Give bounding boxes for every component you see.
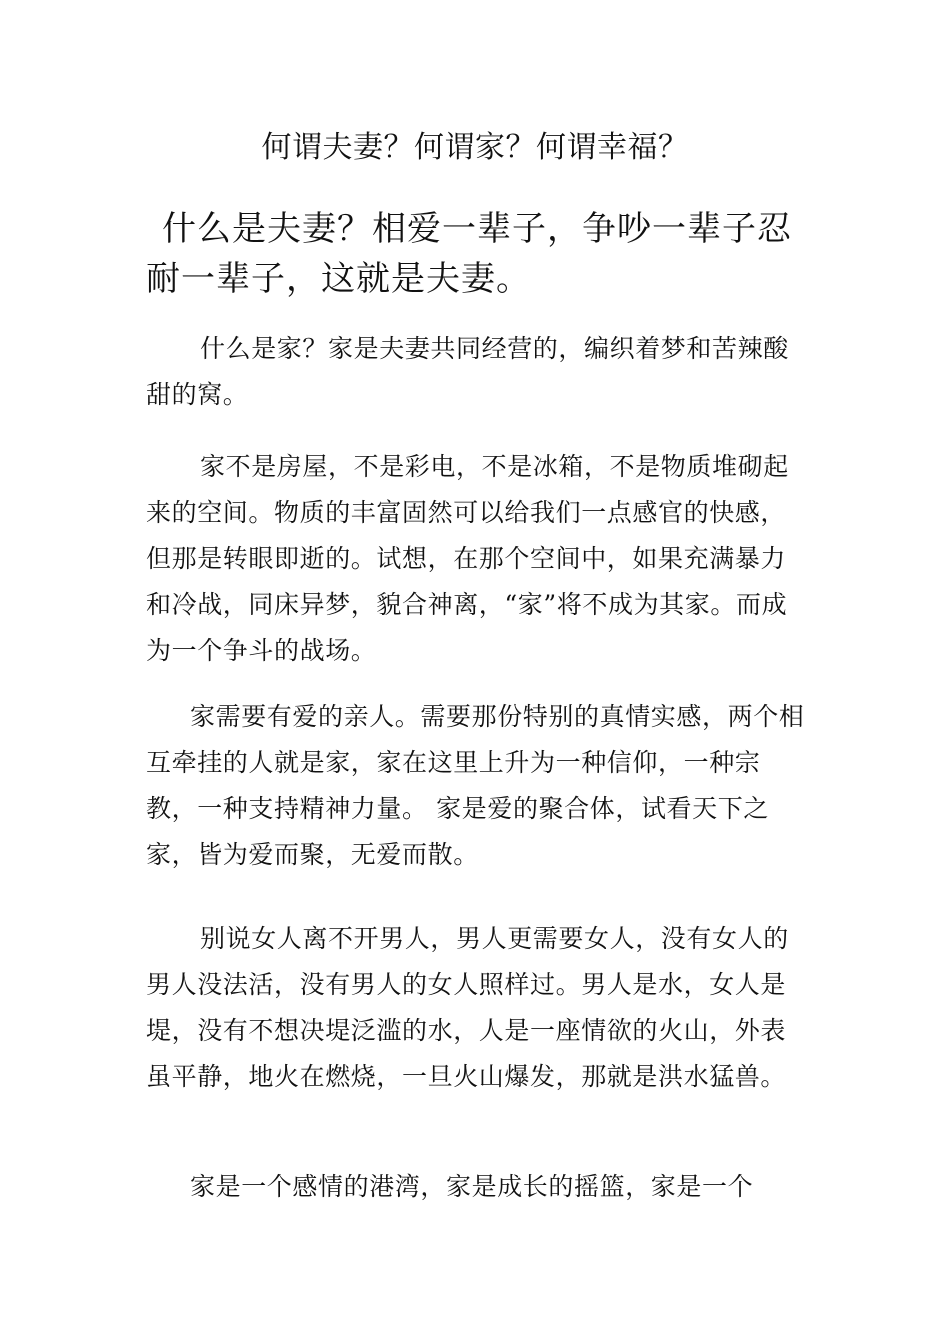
paragraph-men-and-women: 别说女人离不开男人，男人更需要女人，没有女人的男人没法活，没有男人的女人照样过。男人是水，女人是堤，没有不想决堤泛滥的水，人是一座情欲的火山，外表虽平静，地火在燃烧，一旦火山爆发，那就是洪水猛兽。 [146, 924, 789, 1091]
paragraph-home-harbor: 家是一个感情的港湾，家是成长的摇篮，家是一个 [190, 1172, 754, 1201]
paragraph-what-is-home: 什么是家？家是夫妻共同经营的，编织着梦和苦辣酸甜的窝。 [146, 334, 789, 409]
paragraph-home-not-house: 家不是房屋，不是彩电，不是冰箱，不是物质堆砌起来的空间。物质的丰富固然可以给我们一点感官的快感，但那是转眼即逝的。试想，在那个空间中，如果充满暴力和冷战，同床异梦，貌合神离，“家”将不成为其家。而成为一个争斗的战场。 [146, 452, 789, 665]
document-title: 何谓夫妻？何谓家？何谓幸福？ [261, 130, 689, 165]
paragraph-home-needs-love: 家需要有爱的亲人。需要那份特别的真情实感，两个相互牵挂的人就是家，家在这里上升为一种信仰，一种宗教，一种支持精神力量。 家是爱的聚合体，试看天下之家，皆为爱而聚，无爱而散。 [146, 702, 805, 869]
document-subtitle: 什么是夫妻？相爱一辈子，争吵一辈子忍耐一辈子，这就是夫妻。 [146, 209, 792, 299]
